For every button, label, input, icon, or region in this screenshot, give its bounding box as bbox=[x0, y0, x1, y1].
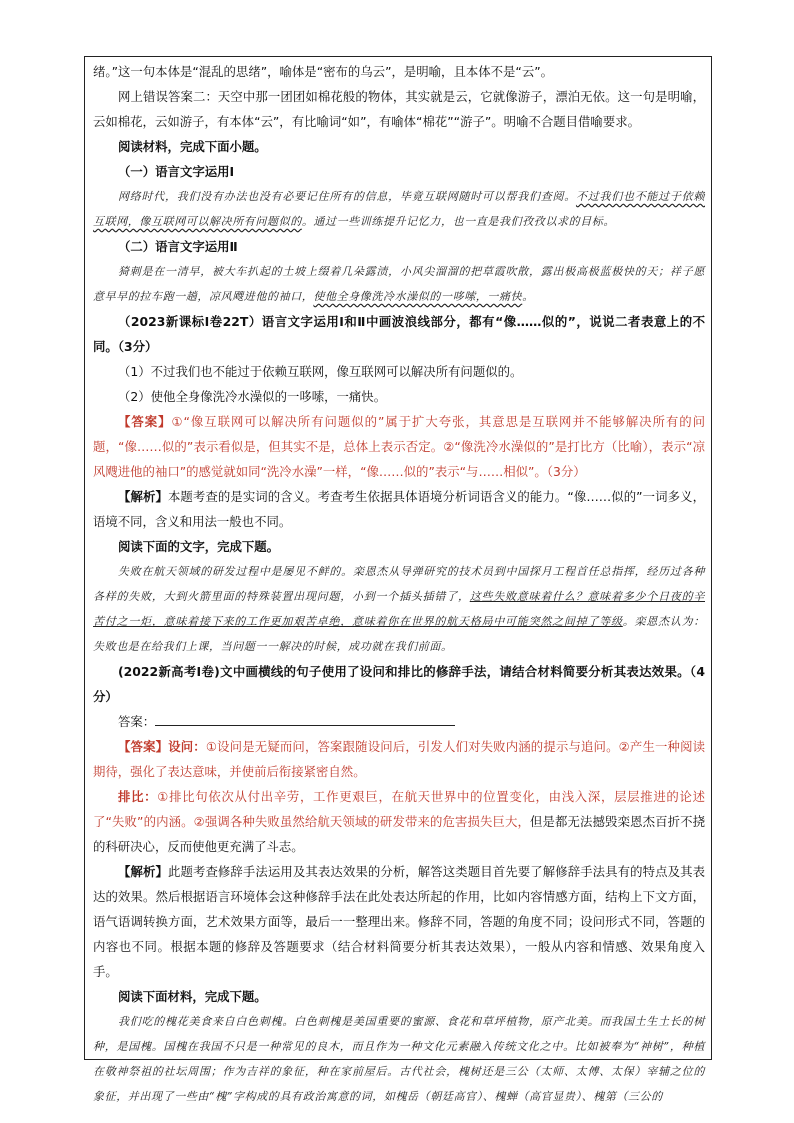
paragraph-continuation: 绪。”这一句本体是“混乱的思绪”，喻体是“密布的乌云”，是明喻，且本体不是“云”。 bbox=[93, 64, 554, 79]
question-1-option-1: （1）不过我们也不能过于依赖互联网，像互联网可以解决所有问题似的。 bbox=[118, 364, 523, 379]
answer-2-parallelism: 排比：①排比句依次从付出辛劳，工作更艰巨，在航天世界中的位置变化，由浅入深，层层推进的论述了“失败”的内涵。②强调各种失败虽然给航天领域的研发带来的危害损失巨大，但是都无法撼毁栾恩杰百折不挠的科研决心，反而使他更充满了斗志。 bbox=[93, 789, 705, 854]
text-3: 我们吃的槐花美食来自白色刺槐。白色刺槐是美国重要的蜜源、食花和草坪植物，原产北美。而我国土生土长的树种，是国槐。国槐在我国不只是一种常见的良木，而且作为一种文化元素融入传统文化之中。比如被奉为“神树”，种植在敬神祭祖的社坛周围；作为吉祥的象征，种在家前屋后。古代社会，槐树还是三公（太师、太傅、太保）宰辅之位的象征，并出现了一些由“槐”字构成的具有政治寓意的词，如槐岳（朝廷高官）、槐蝉（高官显贵）、槐第（三公的 bbox=[93, 1015, 705, 1103]
instruction-read-material: 阅读材料，完成下面小题。 bbox=[118, 139, 267, 154]
question-2: (2022新高考Ⅰ卷)文中画横线的句子使用了设问和排比的修辞手法，请结合材料简要分析其表达效果。（4分） bbox=[93, 664, 705, 704]
answer-1: 【答案】①“像互联网可以解决所有问题似的”属于扩大夸张，其意思是互联网并不能够解决所有的问题，“像……似的”表示看似是，但其实不是，总体上表示否定。②“像洗冷水澡似的”是打比方（比喻），表示“凉风飕进他的袖口”的感觉就如同“洗冷水澡”一样，“像……似的”表示“与……相似”。（3分） bbox=[93, 414, 706, 479]
document-body bbox=[93, 59, 705, 1109]
question-1-option-2: （2）使他全身像洗冷水澡似的一哆嗦，一痛快。 bbox=[118, 389, 387, 404]
section-2-title: （二）语言文字运用Ⅱ bbox=[118, 239, 238, 254]
analysis-1: 【解析】本题考查的是实词的含义。考查考生依据具体语境分析词语含义的能力。“像……似的”一词多义，语境不同，含义和用法一般也不同。 bbox=[93, 489, 706, 529]
text-2: 失败在航天领域的研发过程中是屡见不鲜的。栾恩杰从导弹研究的技术员到中国探月工程首任总指挥，经历过各种各样的失败，大到火箭里面的特殊装置出现问题，小到一个插头插错了，这些失败意味着什么？意味着多少个日夜的辛苦付之一炬，意味着接下来的工作更加艰苦卓绝，意味着你在世界的航天格局中可能突然之间掉了等级。栾恩杰认为：失败也是在给我们上课，当问题一一解决的时候，成功就在我们前面。 bbox=[93, 565, 706, 653]
section-2-text: 猗刺是在一清早，被大车扒起的土坡上缀着几朵露渍，小风尖溜溜的把草霞吹散，露出极高极蓝极快的天；祥子愿意早早的拉车跑一趟，凉风飕进他的袖口，使他全身像洗冷水澡似的一哆嗦，一痛快。 bbox=[93, 265, 705, 303]
instruction-read-material-2: 阅读下面材料，完成下题。 bbox=[118, 989, 267, 1004]
paragraph-wrong-answer-2: 网上错误答案二：天空中那一团团如棉花般的物体，其实就是云，它就像游子，漂泊无依。这一句是明喻，云如棉花，云如游子，有本体“云”，有比喻词“如”，有喻体“棉花”“游子”。明喻不合题目借喻要求。 bbox=[93, 89, 705, 129]
text-2-underlined-sentence: 这些失败意味着什么？意味着多少个日夜的辛苦付之一炬，意味着接下来的工作更加艰苦卓绝，意味着你在世界的航天格局中可能突然之间掉了等级 bbox=[93, 590, 705, 628]
answer-2-rhetorical-question: 【答案】设问：①设问是无疑而问，答案跟随设问后，引发人们对失败内涵的提示与追问。②产生一种阅读期待，强化了表达意味，并使前后衔接紧密自然。 bbox=[93, 739, 706, 779]
analysis-2: 【解析】此题考查修辞手法运用及其表达效果的分析，解答这类题目首先要了解修辞手法具有的特点及其表达的效果。然后根据语言环境体会这种修辞手法在此处表达所起的作用，比如内容情感方面，结构上下文方面，语气语调转换方面，艺术效果方面等，最后一一整理出来。修辞不同，答题的角度不同；设问形式不同，答题的内容也不同。根据本题的修辞及答题要求（结合材料简要分析其表达效果），一般从内容和情感、效果角度入手。 bbox=[93, 864, 706, 979]
question-1: （2023新课标Ⅰ卷22T）语言文字运用Ⅰ和Ⅱ中画波浪线部分，都有“像……似的”，说说二者表意上的不同。（3分） bbox=[93, 314, 705, 354]
section-2-wavy-underline: 使他全身像洗冷水澡似的一哆嗦，一痛快 bbox=[313, 290, 523, 303]
instruction-read-text: 阅读下面的文字，完成下题。 bbox=[118, 539, 280, 554]
section-1-title: （一）语言文字运用Ⅰ bbox=[118, 164, 235, 179]
answer-line: 答案： bbox=[93, 709, 705, 734]
section-1-text: 网络时代，我们没有办法也没有必要记住所有的信息，毕竟互联网随时可以帮我们查阅。不过我们也不能过于依赖互联网，像互联网可以解决所有问题似的。通过一些训练提升记忆力，也一直是我们孜孜以求的目标。 bbox=[93, 190, 705, 228]
answer-blank[interactable] bbox=[155, 711, 455, 726]
section-1-wavy-underline: 不过我们也不能过于依赖互联网，像互联网可以解决所有问题似的 bbox=[93, 190, 705, 228]
